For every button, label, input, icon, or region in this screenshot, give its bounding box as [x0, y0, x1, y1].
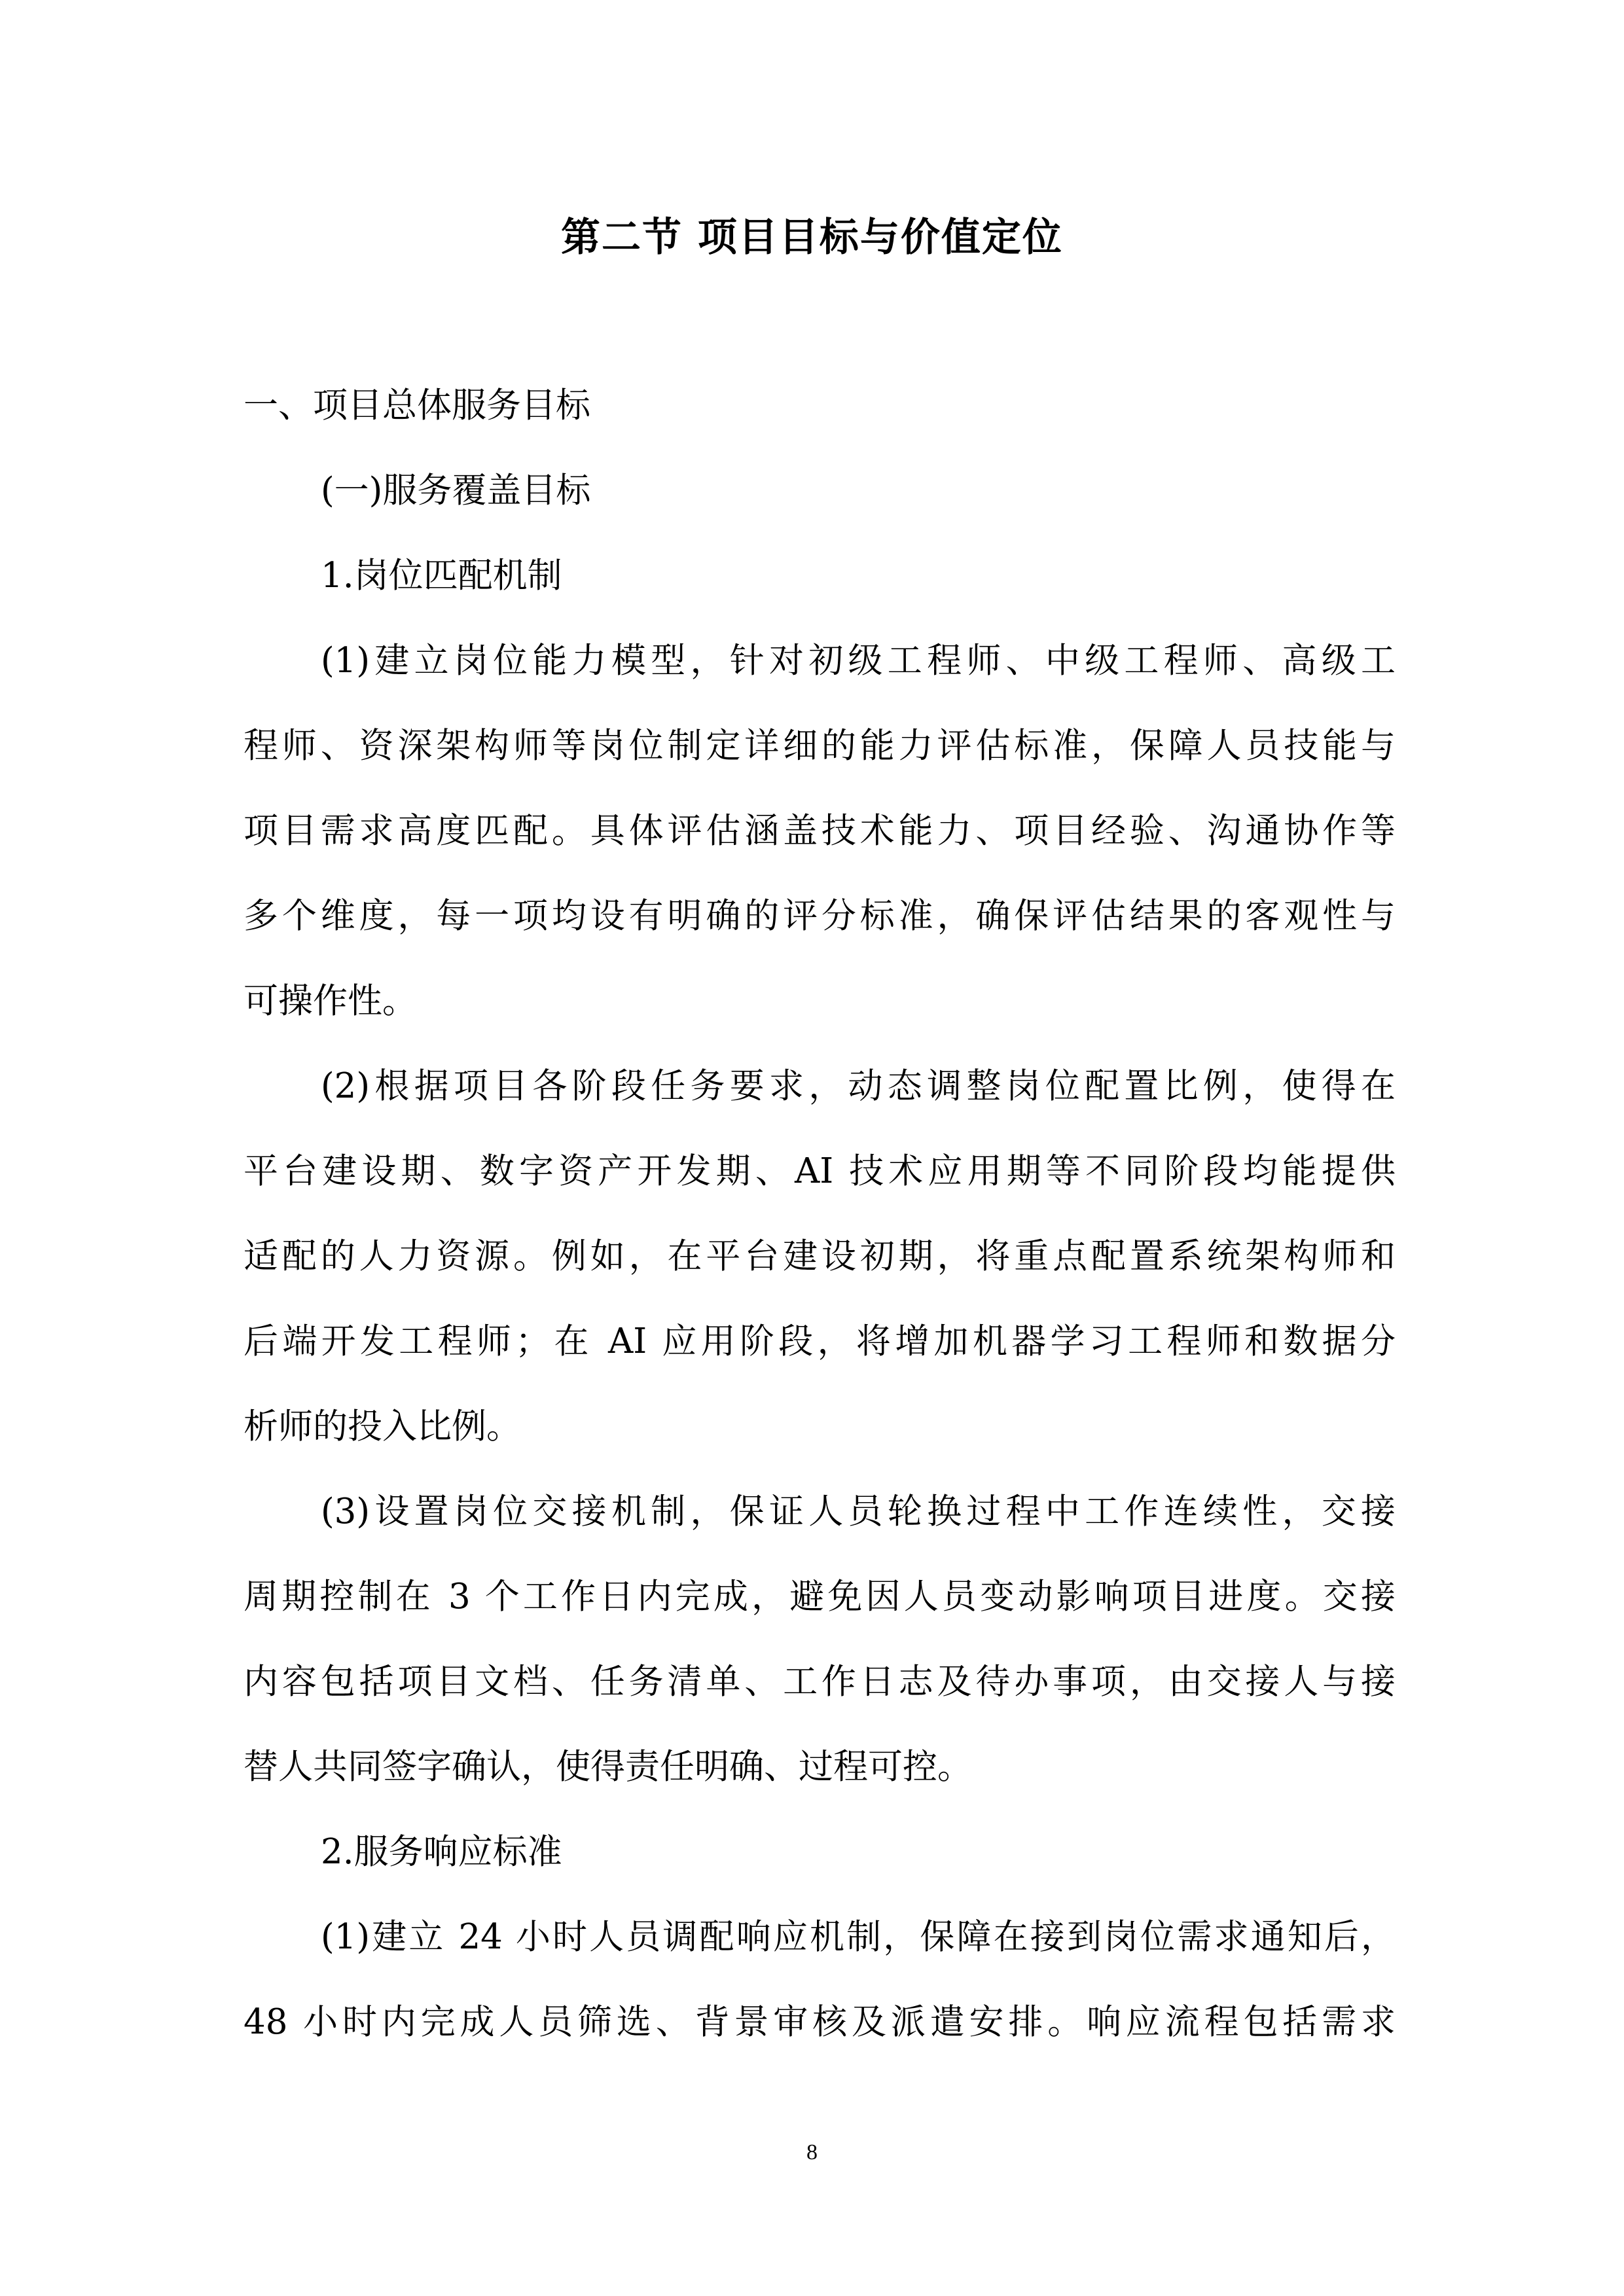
paragraph-line: (2)根据项目各阶段任务要求，动态调整岗位配置比例，使得在: [321, 1066, 1396, 1106]
paragraph-line: 后端开发工程师；在 AI 应用阶段，将增加机器学习工程师和数据分: [244, 1321, 1396, 1361]
paragraph-handover-mechanism: [244, 1469, 1396, 1810]
paragraph-line: 内容包括项目文档、任务清单、工作日志及待办事项，由交接人与接: [244, 1662, 1396, 1702]
paragraph-line: 替人共同签字确认，使得责任明确、过程可控。: [244, 1747, 972, 1787]
page-number: 8: [806, 2140, 818, 2164]
paragraph-line: 适配的人力资源。例如，在平台建设初期，将重点配置系统架构师和: [244, 1236, 1396, 1276]
paragraph-line: 程师、资深架构师等岗位制定详细的能力评估标准，保障人员技能与: [244, 726, 1396, 766]
section-title: 第二节 项目目标与价值定位: [561, 215, 1063, 260]
paragraph-line: 多个维度，每一项均设有明确的评分标准，确保评估结果的客观性与: [244, 896, 1396, 936]
document-body: [244, 363, 1396, 2065]
heading-level-1: 一、项目总体服务目标: [244, 386, 590, 425]
paragraph-dynamic-allocation: [244, 1044, 1396, 1469]
paragraph-line: (1)建立 24 小时人员调配响应机制，保障在接到岗位需求通知后，: [321, 1917, 1396, 1957]
heading-level-3-response-standard: 2.服务响应标准: [321, 1832, 562, 1872]
paragraph-line: 48 小时内完成人员筛选、背景审核及派遣安排。响应流程包括需求: [244, 2002, 1396, 2042]
paragraph-line: (3)设置岗位交接机制，保证人员轮换过程中工作连续性，交接: [321, 1492, 1396, 1532]
paragraph-line: 析师的投入比例。: [244, 1407, 521, 1446]
paragraph-line: 项目需求高度匹配。具体评估涵盖技术能力、项目经验、沟通协作等: [244, 811, 1396, 851]
paragraph-capability-model: [244, 619, 1396, 1044]
paragraph-line: 可操作性。: [244, 981, 417, 1021]
paragraph-line: 平台建设期、数字资产开发期、AI 技术应用期等不同阶段均能提供: [244, 1151, 1396, 1191]
heading-level-2: (一)服务覆盖目标: [321, 471, 591, 511]
heading-level-3-job-matching: 1.岗位匹配机制: [321, 556, 562, 596]
paragraph-line: 周期控制在 3 个工作日内完成，避免因人员变动影响项目进度。交接: [244, 1577, 1396, 1617]
paragraph-line: (1)建立岗位能力模型，针对初级工程师、中级工程师、高级工: [321, 641, 1396, 681]
paragraph-response-mechanism: [244, 1895, 1396, 2065]
